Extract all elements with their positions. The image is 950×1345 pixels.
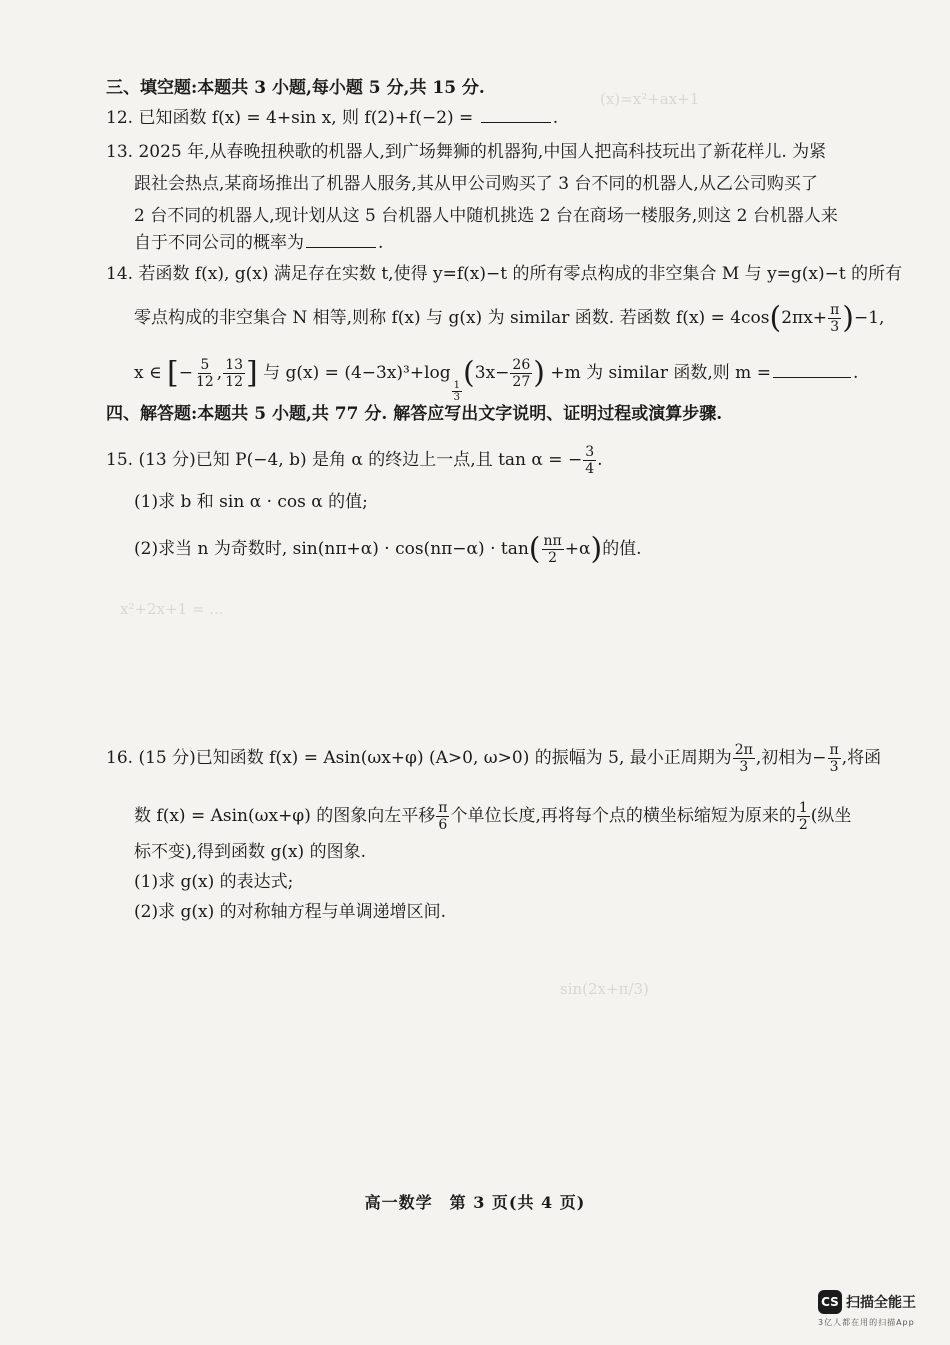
question-15-part-1: (1)求 b 和 sin α · cos α 的值; (134, 492, 368, 512)
question-16-line-1: 16. (15 分)已知函数 f(x) = Asin(ωx+φ) (A>0, ω>0) 的振幅为 5, 最小正周期为 $\frac{2\pi}{3}$ ,初相为− $\frac{\pi}{3}$ ,将函 (106, 742, 882, 775)
question-14-line-2: 零点构成的非空集合 N 相等,则称 f(x) 与 g(x) 为 similar 函数. 若函数 f(x) = 4cos(2πx+ $\frac{\pi}{3}$ )−1, (134, 300, 885, 336)
question-16-part-1: (1)求 g(x) 的表达式; (134, 872, 294, 892)
question-15-stem: 15. (13 分)已知 P(−4, b) 是角 α 的终边上一点,且 tan α = − $\frac{3}{4}$ . (106, 444, 603, 477)
section-4-title: 四、解答题:本题共 5 小题,共 77 分. 解答应写出文字说明、证明过程或演算步骤. (106, 404, 723, 424)
bleed-through-decoration: sin(2x+π/3) (560, 980, 649, 998)
scanner-watermark (818, 1290, 916, 1328)
question-13-line-3: 2 台不同的机器人,现计划从这 5 台机器人中随机挑选 2 台在商场一楼服务,则这 2 台机器人来 (134, 206, 838, 226)
question-13-line-4: 自于不同公司的概率为 . (134, 233, 384, 253)
fraction-13-12: $\frac{13}{12}$ (225, 357, 244, 390)
answer-blank-13[interactable] (306, 231, 376, 248)
bleed-through-decoration: (x)=x²+ax+1 (600, 90, 700, 108)
question-13-line-2: 跟社会热点,某商场推出了机器人服务,其从甲公司购买了 3 台不同的机器人,从乙公司购买了 (134, 174, 818, 194)
answer-blank-14[interactable] (773, 361, 851, 378)
question-15-part-2: (2)求当 n 为奇数时, sin(nπ+α) · cos(nπ−α) · tan( $\frac{n\pi}{2}$ +α)的值. (134, 531, 642, 567)
fraction-pi-over-3-phase: $\frac{\pi}{3}$ (829, 742, 839, 775)
fraction-pi-over-6: $\frac{\pi}{6}$ (438, 800, 448, 833)
watermark-tagline: 3亿人都在用的扫描App (818, 1318, 915, 1327)
section-3-title: 三、填空题:本题共 3 小题,每小题 5 分,共 15 分. (106, 78, 485, 98)
question-14-line-1: 14. 若函数 f(x), g(x) 满足存在实数 t,使得 y=f(x)−t 的所有零点构成的非空集合 M 与 y=g(x)−t 的所有 (106, 264, 903, 284)
question-16-line-3: 标不变),得到函数 g(x) 的图象. (134, 842, 366, 862)
fraction-2pi-over-3: $\frac{2\pi}{3}$ (734, 742, 753, 775)
question-12: 12. 已知函数 f(x) = 4+sin x, 则 f(2)+f(−2) = . (106, 108, 559, 128)
answer-blank-12[interactable] (481, 106, 551, 123)
question-16-line-2: 数 f(x) = Asin(ωx+φ) 的图象向左平移 $\frac{\pi}{6}$ 个单位长度,再将每个点的横坐标缩短为原来的 $\frac{1}{2}$ (纵坐 (134, 800, 852, 833)
bleed-through-decoration: x²+2x+1 = ... (120, 600, 224, 618)
fraction-pi-over-3: $\frac{\pi}{3}$ (830, 302, 840, 335)
page-footer: 高一数学 第 3 页(共 4 页) (364, 1193, 586, 1212)
fraction-26-27: $\frac{26}{27}$ (512, 357, 531, 390)
fraction-npi-over-2: $\frac{n\pi}{2}$ (543, 533, 562, 566)
fraction-1-over-2: $\frac{1}{2}$ (798, 800, 808, 833)
question-16-part-2: (2)求 g(x) 的对称轴方程与单调递增区间. (134, 902, 447, 922)
camscanner-logo-icon: CS (818, 1290, 842, 1314)
question-13-line-1: 13. 2025 年,从春晚扭秧歌的机器人,到广场舞狮的机器狗,中国人把高科技玩出了新花样儿. 为紧 (106, 142, 827, 162)
fraction-5-12: $\frac{5}{12}$ (195, 357, 214, 390)
watermark-app-name: 扫描全能王 (846, 1295, 916, 1311)
fraction-3-4: $\frac{3}{4}$ (585, 444, 595, 477)
question-14-line-3: x ∈ [− $\frac{5}{12}$ , $\frac{13}{12}$ ] 与 g(x) = (4−3x)³+log $\frac{1}{3}$ (3x− $\frac{26}{27}$ ) +m 为 similar 函数,则 m = . (134, 355, 859, 403)
log-base-fraction: $\frac{1}{3}$ (453, 380, 461, 403)
